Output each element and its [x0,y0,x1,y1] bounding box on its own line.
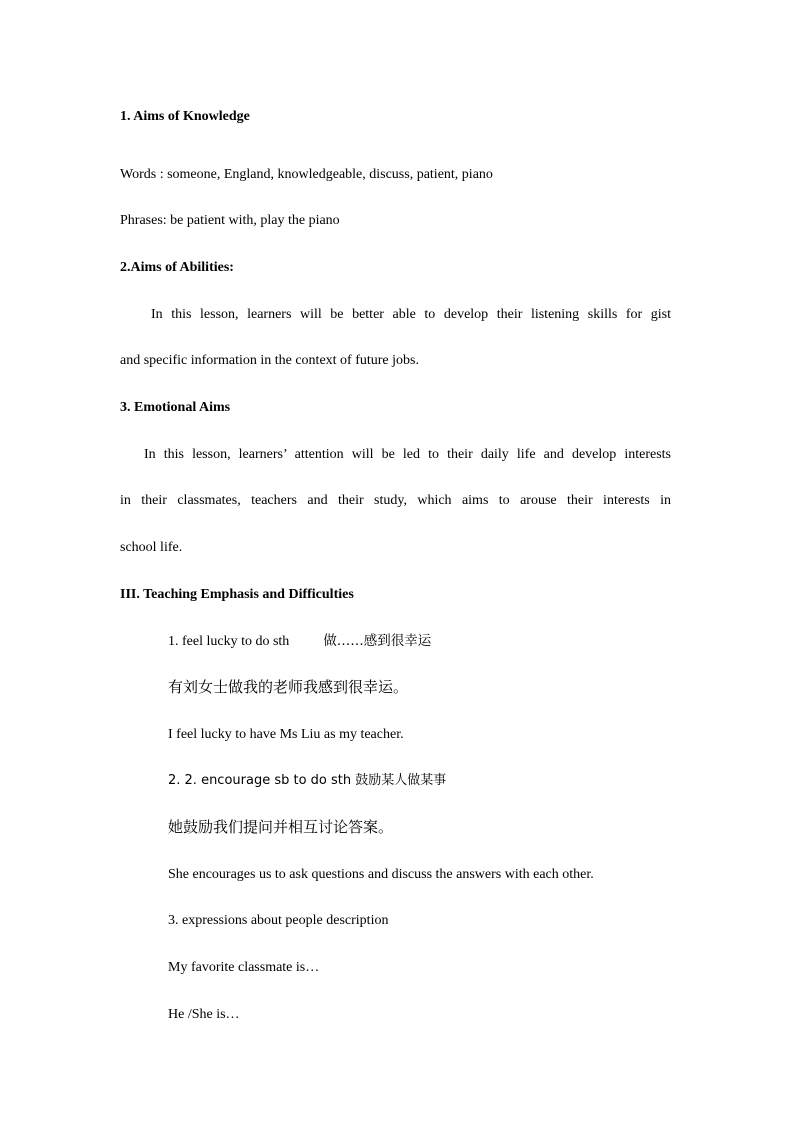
emotional-paragraph-line-1: In this lesson, learners’ attention will be led to their daily life and develop interests [144,447,671,462]
words-line: Words : someone, England, knowledgeable, discuss, patient, piano [120,167,493,182]
abilities-paragraph-line-2: and specific information in the context of future jobs. [120,353,419,368]
item1-example-english: I feel lucky to have Ms Liu as my teacher. [168,727,404,742]
abilities-paragraph-line-1: In this lesson, learners will be better able to develop their listening skills for gist [151,307,671,322]
item2-line: 2. 2. encourage sb to do sth 鼓励某人做某事 [168,773,447,788]
item3-example-1: My favorite classmate is… [168,960,320,975]
item2-example-chinese: 她鼓励我们提问并相互讨论答案。 [168,818,394,836]
item1-english: 1. feel lucky to do sth [168,634,290,649]
item3-example-2: He /She is… [168,1007,240,1022]
item3-line: 3. expressions about people description [168,913,389,928]
emotional-paragraph-line-2: in their classmates, teachers and their study, which aims to arouse their interests in [120,493,671,508]
item1-example-chinese: 有刘女士做我的老师我感到很幸运。 [168,678,409,696]
item2-example-english: She encourages us to ask questions and discuss the answers with each other. [168,867,594,882]
aims-knowledge-heading: 1. Aims of Knowledge [120,109,250,124]
phrases-line: Phrases: be patient with, play the piano [120,213,340,228]
aims-abilities-heading: 2.Aims of Abilities: [120,260,234,275]
item1-chinese: 做……感到很幸运 [323,633,432,649]
emotional-paragraph-line-3: school life. [120,540,183,555]
teaching-emphasis-heading: III. Teaching Emphasis and Difficulties [120,587,354,602]
item1-line [168,632,431,651]
emotional-aims-heading: 3. Emotional Aims [120,400,231,415]
